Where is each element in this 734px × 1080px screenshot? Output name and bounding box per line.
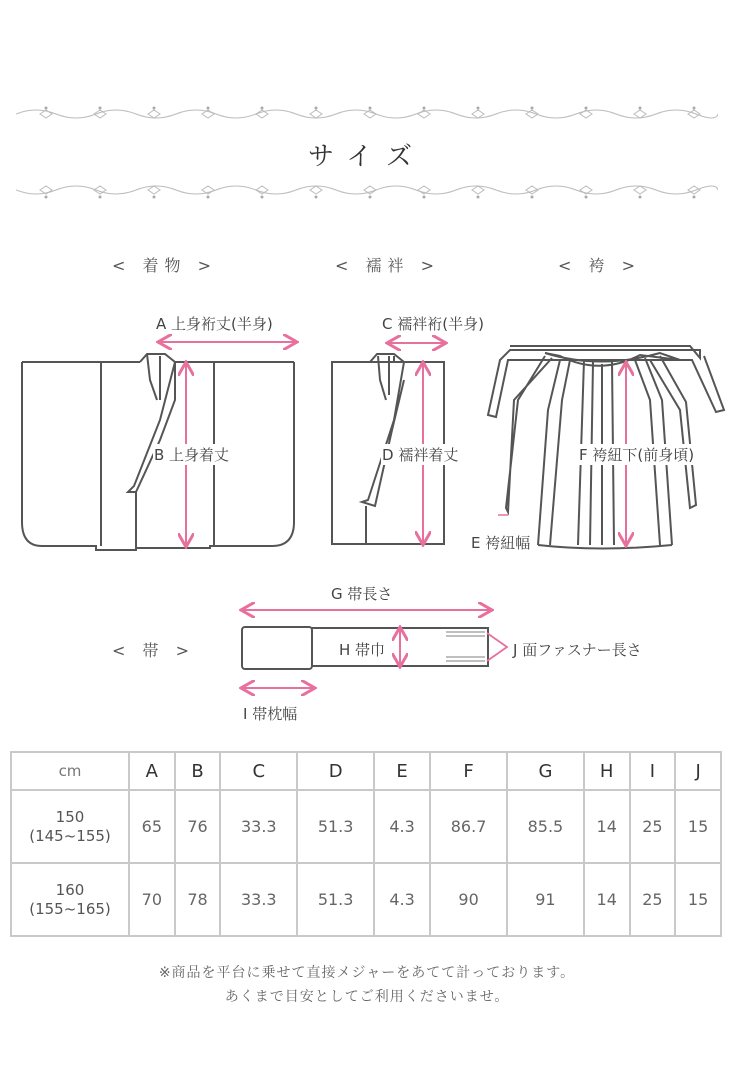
table-cell: 33.3 bbox=[220, 863, 297, 936]
table-row bbox=[11, 790, 721, 863]
table-cell: 51.3 bbox=[297, 790, 374, 863]
table-header-row bbox=[11, 752, 721, 790]
table-cell: 65 bbox=[129, 790, 175, 863]
table-cell: 91 bbox=[507, 863, 584, 936]
size-table bbox=[10, 751, 722, 937]
measurement-note-line1: ※商品を平台に乗せて直接メジャーをあてて計っております。 bbox=[158, 965, 576, 981]
table-row bbox=[11, 863, 721, 936]
section-label-hakama: < 袴 > bbox=[558, 256, 641, 275]
table-cell: 85.5 bbox=[507, 790, 584, 863]
table-col-header: I bbox=[630, 752, 676, 790]
dim-label-f: F 袴紐下(前身頃) bbox=[579, 446, 695, 464]
table-cell: 70 bbox=[129, 863, 175, 936]
table-cell: 86.7 bbox=[430, 790, 507, 863]
page-title: サイズ bbox=[308, 142, 426, 172]
table-cell: 4.3 bbox=[374, 790, 430, 863]
table-cell: 25 bbox=[630, 863, 676, 936]
table-unit-header: cm bbox=[11, 752, 129, 790]
table-cell: 15 bbox=[675, 790, 721, 863]
table-col-header: J bbox=[675, 752, 721, 790]
table-cell: 33.3 bbox=[220, 790, 297, 863]
table-col-header: H bbox=[584, 752, 630, 790]
table-cell: 14 bbox=[584, 790, 630, 863]
table-col-header: C bbox=[220, 752, 297, 790]
dim-label-d: D 襦袢着丈 bbox=[382, 446, 459, 464]
size-value: 150 bbox=[55, 807, 85, 826]
table-col-header: G bbox=[507, 752, 584, 790]
measurement-note-line2: あくまで目安としてご利用くださいませ。 bbox=[224, 989, 510, 1005]
table-cell: 14 bbox=[584, 863, 630, 936]
table-cell: 78 bbox=[175, 863, 221, 936]
table-cell: 4.3 bbox=[374, 863, 430, 936]
dim-j-pointer bbox=[487, 633, 507, 661]
size-range: (145~155) bbox=[29, 826, 111, 845]
table-col-header: D bbox=[297, 752, 374, 790]
dim-label-i: I 帯枕幅 bbox=[243, 705, 298, 723]
table-cell: 90 bbox=[430, 863, 507, 936]
dim-label-b: B 上身着丈 bbox=[154, 446, 230, 464]
section-label-obi: < 帯 > bbox=[112, 641, 195, 660]
table-cell: 15 bbox=[675, 863, 721, 936]
size-range: (155~165) bbox=[29, 899, 111, 918]
table-col-header: B bbox=[175, 752, 221, 790]
table-row-header bbox=[11, 790, 129, 863]
section-label-juban: < 襦袢 > bbox=[335, 256, 440, 275]
table-row-header bbox=[11, 863, 129, 936]
dim-label-e: E 袴紐幅 bbox=[471, 534, 531, 552]
dim-label-a: A 上身裄丈(半身) bbox=[156, 315, 273, 333]
dim-label-h: H 帯巾 bbox=[339, 641, 386, 659]
table-col-header: E bbox=[374, 752, 430, 790]
dim-label-c: C 襦袢裄(半身) bbox=[382, 315, 484, 333]
dim-label-j: J 面ファスナー長さ bbox=[513, 641, 642, 659]
dim-label-g: G 帯長さ bbox=[331, 585, 393, 603]
table-col-header: A bbox=[129, 752, 175, 790]
table-cell: 51.3 bbox=[297, 863, 374, 936]
table-cell: 25 bbox=[630, 790, 676, 863]
table-col-header: F bbox=[430, 752, 507, 790]
size-value: 160 bbox=[55, 880, 85, 899]
section-label-kimono: < 着物 > bbox=[112, 256, 217, 275]
table-cell: 76 bbox=[175, 790, 221, 863]
